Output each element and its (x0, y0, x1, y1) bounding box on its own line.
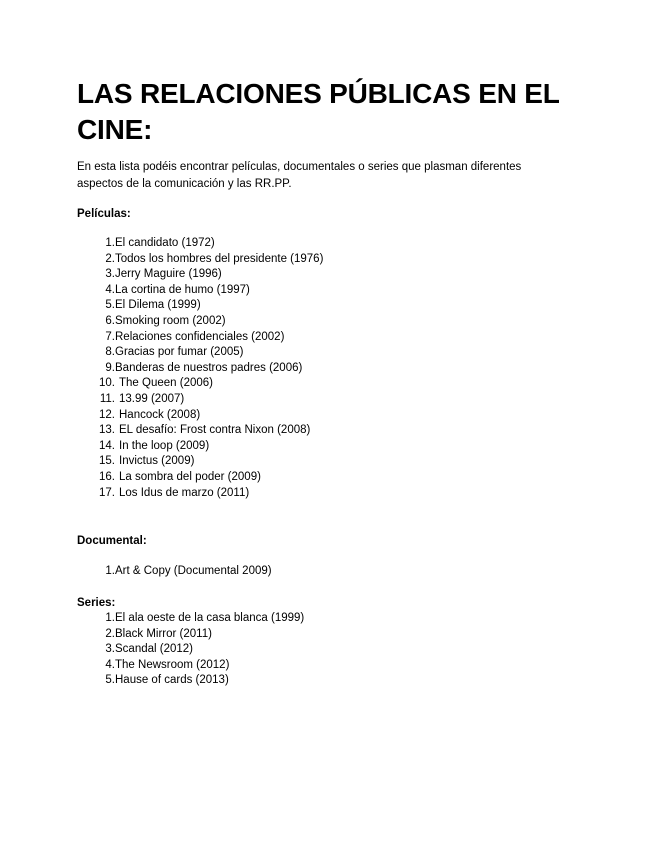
list-item-number: 5. (105, 299, 115, 312)
list-item-text: In the loop (2009) (119, 439, 210, 452)
list-item-number: 6. (105, 314, 115, 327)
list-item (77, 673, 229, 689)
list-item (77, 658, 230, 674)
list-item-number: 2. (105, 252, 115, 265)
list-item-number: 13. (99, 424, 115, 437)
list-item-text: Gracias por fumar (2005) (115, 346, 244, 359)
list-item-number: 1. (105, 237, 115, 249)
list-item-number: 11. (99, 392, 115, 405)
peliculas-heading: Películas: (77, 208, 131, 220)
list-item (77, 392, 185, 408)
list-item-number: 8. (105, 346, 115, 359)
list-item-text: El Dilema (1999) (115, 299, 201, 312)
list-item-text: Los Idus de marzo (2011) (119, 486, 250, 499)
list-item (77, 252, 324, 268)
list-item-number: 3. (105, 643, 115, 656)
list-item (77, 267, 222, 283)
list-item-number: 2. (105, 627, 115, 640)
list-item (77, 408, 201, 424)
series-heading: Series: (77, 597, 116, 609)
list-item (77, 361, 303, 377)
list-item-text: Hause of cards (2013) (115, 674, 229, 687)
list-item (77, 642, 193, 658)
list-item (77, 486, 250, 502)
intro-paragraph: En esta lista podéis encontrar películas, documentales o series que plasman diferentes aspectos de la comunicación y las RR.PP. (77, 161, 522, 190)
list-item-number: 14. (99, 439, 115, 452)
list-item-text: El ala oeste de la casa blanca (1999) (115, 612, 305, 624)
list-item (77, 611, 305, 627)
list-item-text: The Newsroom (2012) (115, 658, 230, 671)
page-title: LAS RELACIONES PÚBLICAS EN EL CINE: (77, 78, 560, 145)
list-item-number: 1. (105, 612, 115, 624)
list-item-text: Black Mirror (2011) (115, 627, 212, 640)
list-item (77, 376, 213, 392)
list-item (77, 423, 311, 439)
list-item-text: La cortina de humo (1997) (115, 283, 250, 296)
list-item-number: 4. (105, 658, 115, 671)
list-item-text: Hancock (2008) (119, 408, 201, 421)
list-item-text: Invictus (2009) (119, 455, 195, 468)
list-item-text: Todos los hombres del presidente (1976) (115, 252, 324, 265)
list-item-text: Scandal (2012) (115, 643, 193, 656)
list-item-text: Jerry Maguire (1996) (115, 268, 222, 281)
list-item-text: The Queen (2006) (119, 377, 213, 390)
documental-heading: Documental: (77, 535, 147, 547)
list-item (77, 470, 261, 486)
series-list (77, 611, 305, 689)
list-item (77, 314, 226, 330)
list-item-number: 10. (99, 377, 115, 390)
list-item-text: Art & Copy (Documental 2009) (115, 565, 272, 577)
list-item-text: El candidato (1972) (115, 237, 215, 249)
list-item-number: 5. (105, 674, 115, 687)
list-item (77, 330, 285, 346)
list-item-number: 7. (105, 330, 115, 343)
documental-list (77, 564, 272, 580)
list-item (77, 283, 250, 299)
list-item-number: 4. (105, 283, 115, 296)
list-item (77, 439, 210, 455)
list-item-number: 17. (99, 486, 115, 499)
list-item-number: 9. (105, 361, 115, 374)
list-item (77, 298, 201, 314)
list-item-text: EL desafío: Frost contra Nixon (2008) (119, 424, 311, 437)
peliculas-list (77, 236, 324, 501)
list-item-text: La sombra del poder (2009) (119, 470, 261, 483)
list-item-number: 15. (99, 455, 115, 468)
list-item-text: Banderas de nuestros padres (2006) (115, 361, 303, 374)
list-item-number: 1. (105, 565, 115, 577)
list-item-text: Smoking room (2002) (115, 314, 226, 327)
list-item (77, 454, 195, 470)
list-item-number: 12. (99, 408, 115, 421)
list-item (77, 236, 215, 252)
list-item-number: 16. (99, 470, 115, 483)
list-item-text: Relaciones confidenciales (2002) (115, 330, 285, 343)
list-item-number: 3. (105, 268, 115, 281)
list-item-text: 13.99 (2007) (119, 392, 185, 405)
list-item (77, 564, 272, 580)
list-item (77, 345, 244, 361)
list-item (77, 627, 212, 643)
